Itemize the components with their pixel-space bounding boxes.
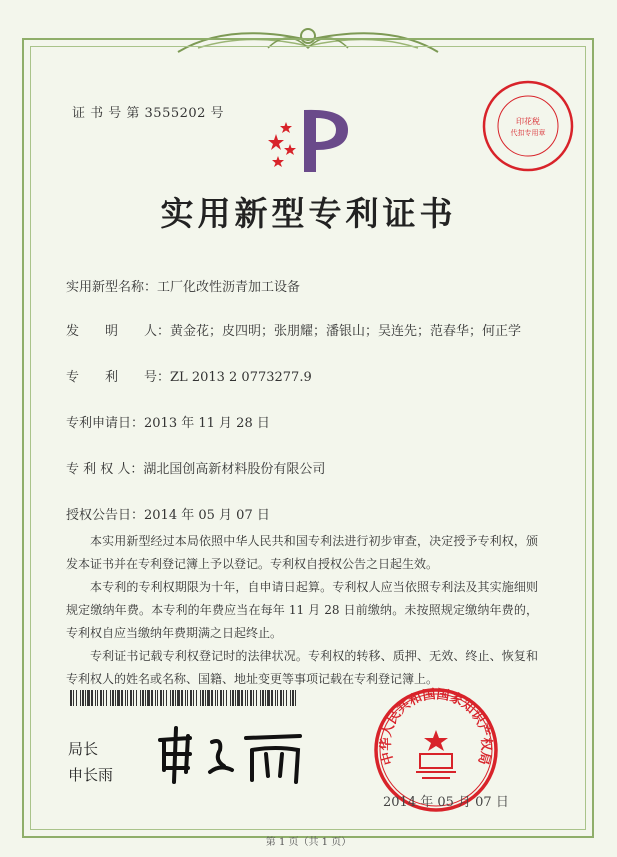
barcode-bar	[103, 690, 104, 706]
barcode-bar	[121, 690, 123, 706]
field-value: 黄金花；皮四明；张朋耀；潘银山；吴连先；范春华；何正学	[170, 324, 522, 339]
body-paragraph: 专利证书记载专利权登记时的法律状况。专利权的转移、质押、无效、终止、恢复和专利权人的姓名或名称、国籍、地址变更等事项记载在专利登记簿上。	[66, 649, 538, 686]
barcode-bar	[292, 690, 294, 706]
body-paragraph: 本专利的专利权期限为十年，自申请日起算。专利权人应当依照专利法及其实施细则规定缴纳年费。本专利的年费应当在每年 11 月 28 日前缴纳。未按照规定缴纳年费的，专利权自应当缴纳年费期满之日起终止。	[66, 580, 538, 640]
barcode-bar	[136, 690, 137, 706]
barcode-icon	[70, 690, 298, 706]
field-label: 实用新型名称：	[66, 280, 158, 295]
barcode-bar	[202, 690, 204, 706]
field-value: ZL 2013 2 0773277.9	[170, 370, 312, 385]
barcode-bar	[250, 690, 252, 706]
barcode-bar	[91, 690, 93, 706]
field-value: 2014 年 05 月 07 日	[144, 508, 270, 523]
barcode-bar	[155, 690, 156, 706]
field-patent-number	[66, 366, 312, 385]
barcode-bar	[166, 690, 167, 706]
field-label: 专 利 号：	[66, 370, 171, 385]
barcode-bar	[295, 690, 296, 706]
barcode-bar	[160, 690, 162, 706]
barcode-bar	[125, 690, 126, 706]
barcode-bar	[140, 690, 141, 706]
barcode-bar	[117, 690, 120, 706]
barcode-bar	[271, 690, 273, 706]
barcode-bar	[145, 690, 146, 706]
field-label: 授权公告日：	[66, 508, 145, 523]
barcode-bar	[130, 690, 132, 706]
stamp-line-3: 代扣专用章	[510, 129, 546, 137]
barcode-bar	[260, 690, 261, 706]
barcode-bar	[157, 690, 158, 706]
barcode-bar	[196, 690, 197, 706]
barcode-bar	[133, 690, 134, 706]
barcode-bar	[110, 690, 111, 706]
barcode-bar	[262, 690, 264, 706]
stamp-line-2: 印花税	[516, 117, 540, 126]
barcode-bar	[163, 690, 164, 706]
director-name: 申长雨	[68, 766, 114, 784]
barcode-bar	[87, 690, 90, 706]
barcode-bar	[76, 690, 77, 706]
barcode-bar	[147, 690, 150, 706]
barcode-bar	[215, 690, 216, 706]
barcode-bar	[290, 690, 291, 706]
barcode-bar	[100, 690, 102, 706]
barcode-bar	[193, 690, 194, 706]
barcode-bar	[265, 690, 266, 706]
director-signature	[150, 720, 310, 790]
barcode-bar	[172, 690, 174, 706]
barcode-bar	[187, 690, 188, 706]
field-value: 2013 年 11 月 28 日	[144, 416, 270, 431]
barcode-bar	[170, 690, 171, 706]
barcode-bar	[207, 690, 210, 706]
barcode-bar	[200, 690, 201, 706]
page-footer: 第 1 页（共 1 页）	[265, 837, 352, 848]
barcode-bar	[82, 690, 84, 706]
field-grant-date	[66, 504, 270, 523]
barcode-bar	[177, 690, 180, 706]
barcode-bar	[237, 690, 240, 706]
barcode-bar	[97, 690, 98, 706]
field-label: 专利申请日：	[66, 416, 145, 431]
barcode-bar	[217, 690, 218, 706]
barcode-bar	[220, 690, 222, 706]
certificate-body	[66, 530, 538, 691]
barcode-bar	[230, 690, 231, 706]
barcode-bar	[247, 690, 248, 706]
field-value: 工厂化改性沥青加工设备	[157, 280, 301, 295]
barcode-bar	[277, 690, 278, 706]
barcode-bar	[175, 690, 176, 706]
seal-text: 中华人民共和国国家知识产权局	[378, 687, 494, 767]
field-label: 发 明 人：	[66, 324, 171, 339]
tax-stamp	[480, 78, 576, 174]
field-patentee	[66, 458, 325, 477]
barcode-bar	[211, 690, 213, 706]
barcode-bar	[181, 690, 183, 706]
barcode-bar	[205, 690, 206, 706]
barcode-bar	[85, 690, 86, 706]
field-label: 专 利 权 人：	[66, 462, 144, 477]
field-value: 湖北国创高新材料股份有限公司	[143, 462, 326, 477]
barcode-bar	[245, 690, 246, 706]
barcode-bar	[151, 690, 153, 706]
barcode-bar	[190, 690, 192, 706]
barcode-bar	[73, 690, 74, 706]
body-paragraph: 本实用新型经过本局依照中华人民共和国专利法进行初步审查，决定授予专利权，颁发本证书并在专利登记簿上予以登记。专利权自授权公告之日起生效。	[66, 534, 538, 571]
barcode-bar	[115, 690, 116, 706]
barcode-bar	[235, 690, 236, 706]
barcode-bar	[267, 690, 270, 706]
barcode-bar	[253, 690, 254, 706]
barcode-bar	[112, 690, 114, 706]
barcode-bar	[256, 690, 257, 706]
director-title: 局长	[68, 740, 99, 758]
barcode-bar	[286, 690, 287, 706]
barcode-bar	[280, 690, 282, 706]
barcode-bar	[275, 690, 276, 706]
barcode-bar	[223, 690, 224, 706]
certificate-number: 证 书 号 第 3555202 号	[72, 106, 225, 121]
seal-date: 2014 年 05 月 07 日	[383, 795, 509, 810]
certificate-title: 实用新型专利证书	[160, 194, 457, 233]
barcode-bar	[232, 690, 234, 706]
barcode-bar	[106, 690, 107, 706]
barcode-bar	[226, 690, 227, 706]
barcode-bar	[70, 690, 72, 706]
field-inventors	[66, 320, 521, 339]
barcode-bar	[241, 690, 243, 706]
barcode-bar	[95, 690, 96, 706]
barcode-bar	[142, 690, 144, 706]
barcode-bar	[185, 690, 186, 706]
field-utility-model-name	[66, 276, 300, 295]
field-application-date	[66, 412, 270, 431]
barcode-bar	[80, 690, 81, 706]
barcode-bar	[283, 690, 284, 706]
sipo-logo-icon	[262, 104, 358, 174]
barcode-bar	[127, 690, 128, 706]
